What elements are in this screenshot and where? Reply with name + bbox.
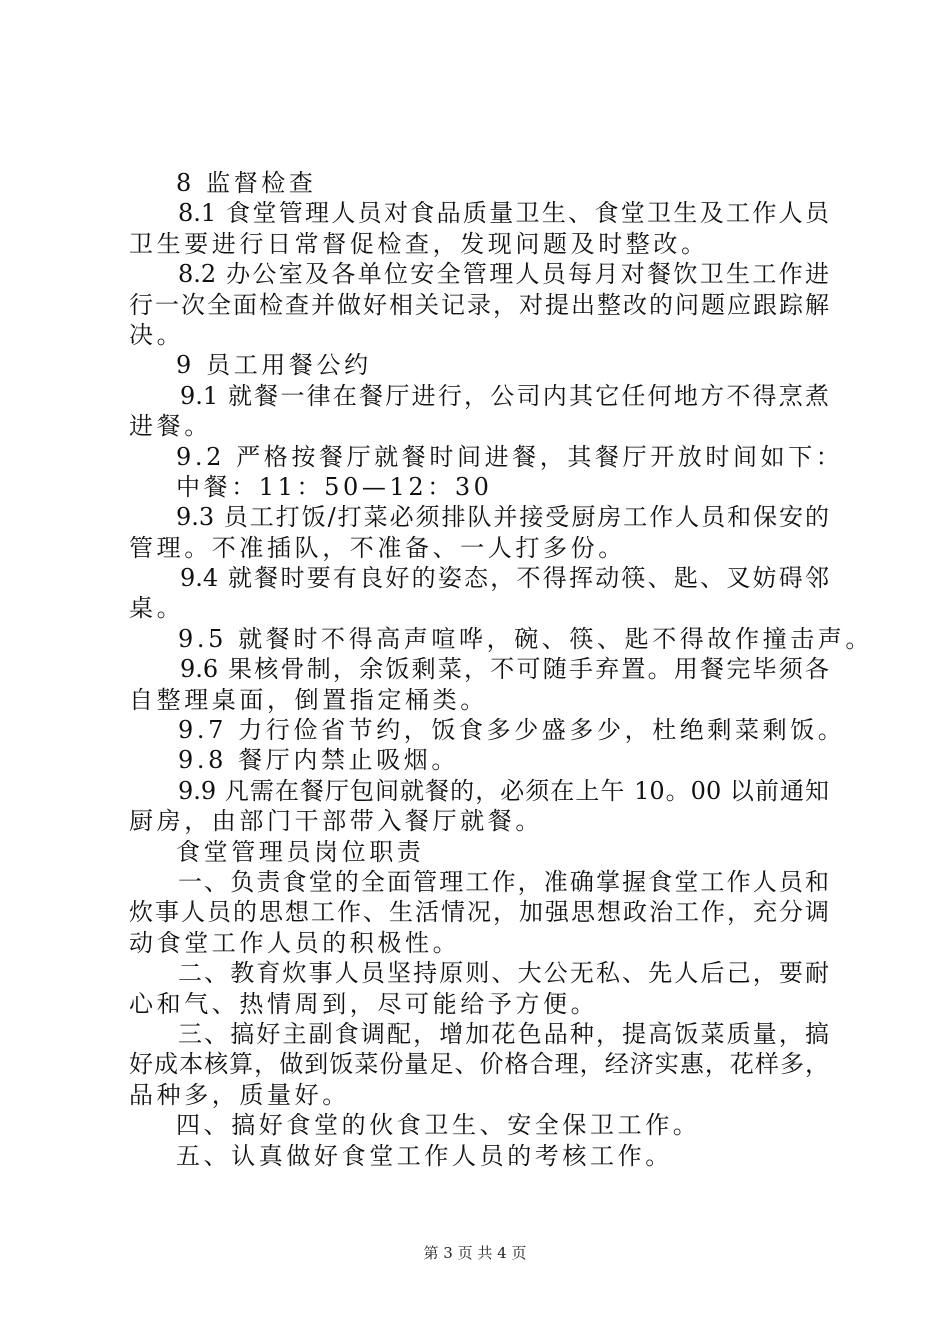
text-line: 桌。 — [129, 594, 185, 623]
page-footer: 第 3 页 共 4 页 — [423, 1244, 527, 1262]
text-line: 三、搞好主副食调配，增加花色品种，提高饭菜质量，搞 — [178, 1019, 829, 1048]
text-line: 8.1 食堂管理人员对食品质量卫生、食堂卫生及工作人员 — [178, 199, 829, 228]
text-line: 8.2 办公室及各单位安全管理人员每月对餐饮卫生工作进 — [178, 260, 829, 289]
text-line: 一、负责食堂的全面管理工作，准确掌握食堂工作人员和 — [178, 867, 829, 896]
text-line: 管理。不准插队，不准备、一人打多份。 — [129, 533, 626, 562]
text-line: 中餐：11：50—12：30 — [176, 472, 493, 501]
text-line: 行一次全面检查并做好相关记录，对提出整改的问题应跟踪解 — [129, 290, 829, 319]
text-line: 厨房，由部门干部带入餐厅就餐。 — [129, 807, 543, 836]
text-line: 炊事人员的思想工作、生活情况，加强思想政治工作，充分调 — [129, 898, 829, 927]
text-line: 9.5 就餐时不得高声喧哗，碗、筷、匙不得故作撞击声。 — [178, 624, 873, 653]
text-line: 9.7 力行俭省节约，饭食多少盛多少，杜绝剩菜剩饭。 — [178, 716, 846, 745]
text-line: 9 员工用餐公约 — [176, 351, 372, 380]
text-line: 9.4 就餐时要有良好的姿态，不得挥动筷、匙、叉妨碍邻 — [180, 564, 829, 593]
text-line: 决。 — [129, 320, 185, 349]
text-line: 五、认真做好食堂工作人员的考核工作。 — [176, 1141, 673, 1170]
text-line: 二、教育炊事人员坚持原则、大公无私、先人后己，要耐 — [178, 959, 829, 988]
document-body — [129, 168, 873, 1171]
text-line: 9.9 凡需在餐厅包间就餐的，必须在上午 10。00 以前通知 — [178, 776, 829, 805]
text-line: 9.8 餐厅内禁止吸烟。 — [178, 746, 459, 775]
text-line: 动食堂工作人员的积极性。 — [129, 928, 461, 957]
text-line: 8 监督检查 — [176, 169, 317, 197]
text-line: 9.1 就餐一律在餐厅进行，公司内其它任何地方不得烹煮 — [180, 381, 829, 410]
text-line: 进餐。 — [129, 412, 212, 441]
text-line: 卫生要进行日常督促检查，发现问题及时整改。 — [129, 229, 709, 258]
text-line: 9.2 严格按餐厅就餐时间进餐，其餐厅开放时间如下： — [176, 442, 844, 471]
text-line: 9.3 员工打饭/打菜必须排队并接受厨房工作人员和保安的 — [176, 503, 829, 532]
text-line: 食堂管理员岗位职责 — [176, 837, 425, 866]
text-line: 品种多，质量好。 — [129, 1080, 350, 1109]
text-line: 自整理桌面，倒置指定桶类。 — [129, 685, 488, 714]
text-line: 好成本核算，做到饭菜份量足、价格合理，经济实惠，花样多， — [129, 1050, 829, 1079]
text-line: 9.6 果核骨制，余饭剩菜，不可随手弃置。用餐完毕须各 — [180, 655, 829, 684]
text-line: 心和气、热情周到，尽可能给予方便。 — [129, 989, 599, 1018]
text-line: 四、搞好食堂的伙食卫生、安全保卫工作。 — [176, 1111, 701, 1140]
